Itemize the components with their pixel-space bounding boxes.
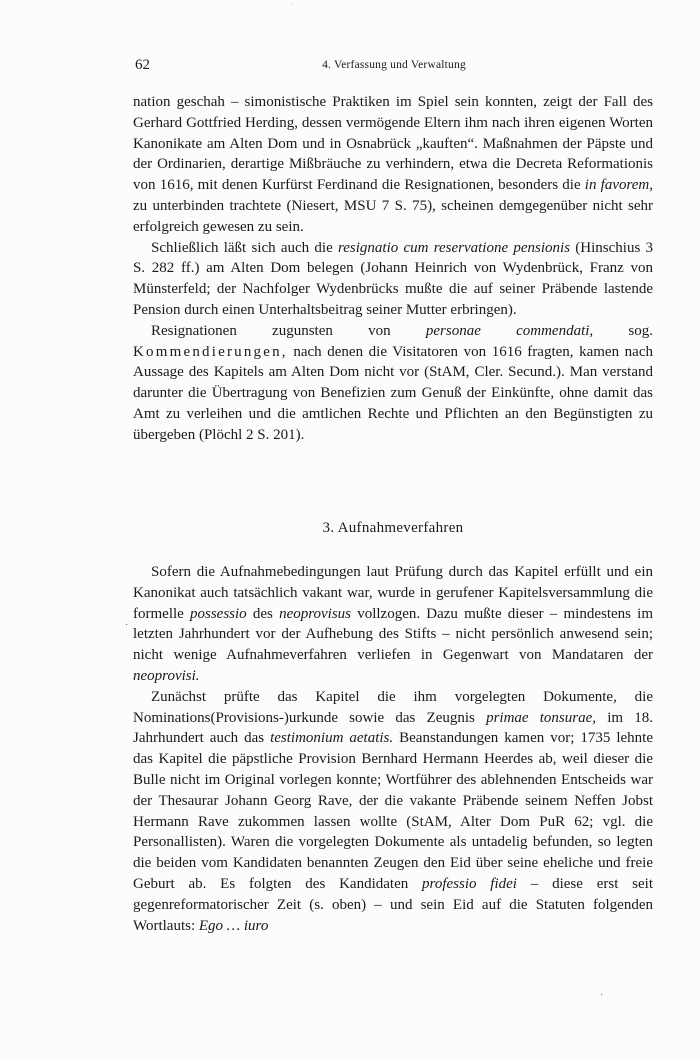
text-run: Beanstandungen kamen vor; 1735 lehnte das Kapitel die päpstliche Provision Bernhard Hermann Heerdes ab, weil dieser die Bulle nicht im Original vorlegen konnte; Wortführer des ablehnenden Entscheids war der Thesaurar Johann Georg Rave, der die vakante Präbende seinem Neffen Jobst Hermann Rave zukommen lassen wollte (StAM, Alter Dom PuR 62; vgl. die Personallisten). Waren die vorgelegten Dokumente als untadelig befunden, so legten die beiden vom Kandidaten benannten Zeugen den Eid über seine eheliche und freie Geburt ab. Es folgten des Kandidaten: [133, 730, 653, 892]
page-number: 62: [135, 57, 150, 73]
paragraph: [133, 321, 653, 446]
paragraph: [133, 92, 653, 238]
latin-term: primae tonsurae,: [486, 709, 597, 726]
section-heading: 3. Aufnahmeverfahren: [322, 520, 464, 536]
latin-term: professio fidei: [422, 875, 517, 892]
latin-term: Ego … iuro: [198, 917, 269, 934]
scan-speck: ·: [125, 620, 129, 631]
latin-term: testimonium aetatis.: [270, 730, 394, 747]
latin-term: neoprovisus: [279, 605, 352, 622]
text-run: vollzogen. Dazu mußte dieser – mindestens im letzten Jahrhundert vor der Aufhebung des Stifts – nicht persönlich anwesend sein; nicht wenige Aufnahmeverfahren verliefen in Gegenwart von Mandataren der: [133, 605, 654, 664]
text-run: Sofern die Aufnahmebedingungen laut Prüfung durch das Kapitel erfüllt und ein Kanonikat auch tatsächlich vakant war, wurde in gerufener Kapitelsversammlung die formelle: [133, 564, 653, 622]
text-run: – diese erst seit gegenreformatorischer Zeit (s. oben) – und sein Eid auf die Statuten folgenden Wortlauts:: [133, 875, 654, 934]
scan-speck: ·: [600, 990, 604, 1001]
spaced-term: Kommendierungen,: [133, 343, 288, 360]
page-header: [0, 57, 700, 77]
text-run: im 18. Jahrhundert auch das: [133, 709, 653, 747]
latin-term: resignatio cum reservatione pensionis: [337, 239, 571, 256]
running-head: 4. Verfassung und Verwaltung: [322, 59, 466, 71]
body-text-top: [133, 92, 653, 446]
text-run: Schließlich läßt sich auch die: [151, 239, 338, 256]
latin-term: neoprovisi.: [133, 667, 200, 684]
text-run: nation geschah – simonistische Praktiken im Spiel sein konnten, zeigt der Fall des Gerhard Gottfried Herding, dessen vermögende Eltern ihm nach ihren eigenen Worten Kanonikate am Alten Dom und in Osnabrück „kauften“. Maßnahmen der Päpste und der Ordinarien, derartige Mißbräuche zu verhindern, etwa die Decreta Reformationis von 1616, mit denen Kurfürst Ferdinand die Resignationen, besonders die: [133, 94, 653, 194]
paragraph: [133, 687, 653, 937]
text-run: nach denen die Visitatoren von 1616 fragten, kamen nach Aussage des Kapitels am Alten Dom nicht vor (StAM, Cler. Secund.). Man verstand darunter die Übertragung von Benefizien zum Genuß der Einkünfte, ohne damit das Amt zu verleihen und die amtlichen Rechte und Pflichten an den Begünstigten zu übergeben (Plöchl 2 S. 201).: [133, 343, 653, 443]
paragraph: [133, 238, 653, 321]
body-text-bottom: [133, 562, 653, 936]
scan-speck: ': [291, 2, 293, 11]
latin-term: personae commendati,: [425, 322, 594, 339]
text-run: sog.: [593, 322, 653, 339]
text-run: des: [246, 605, 280, 622]
paragraph: [133, 562, 653, 687]
latin-term: possessio: [190, 605, 247, 622]
text-run: Zunächst prüfte das Kapitel die ihm vorgelegten Dokumente, die Nominations(Provisions-)urkunde sowie das Zeugnis: [133, 688, 653, 726]
text-run: zu unterbinden trachtete (Niesert, MSU 7 S. 75), scheinen demgegenüber nicht sehr erfolgreich gewesen zu sein.: [133, 197, 653, 235]
text-run: Resignationen zugunsten von: [151, 322, 426, 339]
text-run: (Hinschius 3 S. 282 ff.) am Alten Dom belegen (Johann Heinrich von Wydenbrück, Franz von Münsterfeld; der Nachfolger Wydenbrücks mußte die auf seiner Präbende lastende Pension durch einen Unterhaltsbeitrag seiner Mutter erbringen).: [133, 239, 654, 318]
latin-term: in favorem,: [584, 177, 653, 194]
